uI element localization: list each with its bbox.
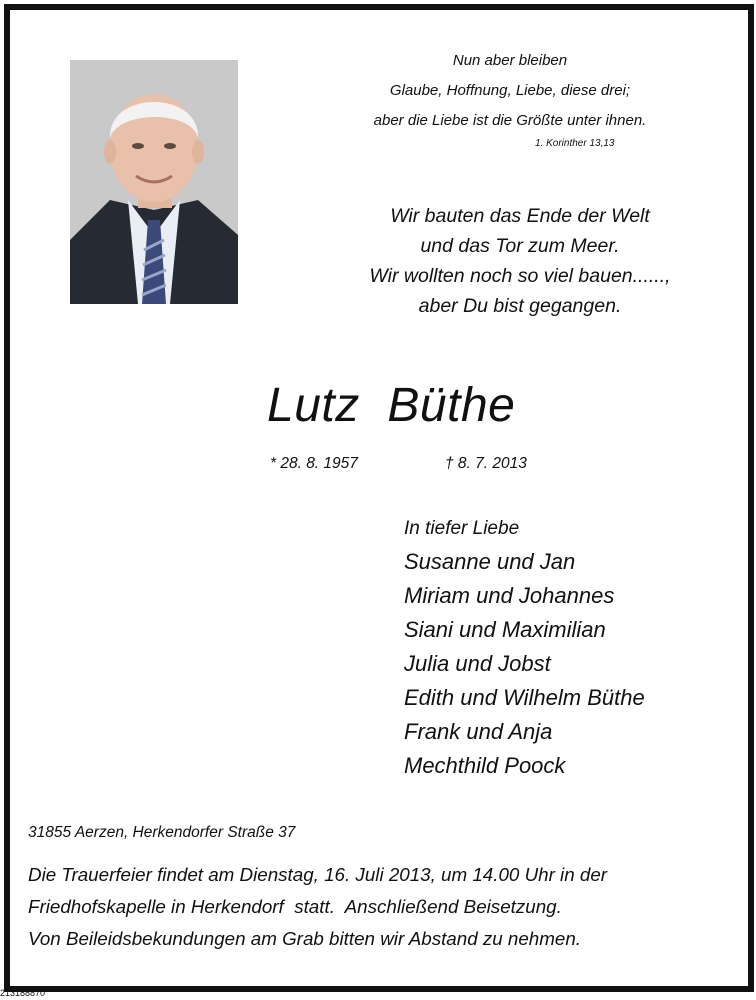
poem-line-4: aber Du bist gegangen.	[418, 295, 622, 317]
ad-code: 213188870	[0, 988, 46, 998]
funeral-notice-line-2: Friedhofskapelle in Herkendorf statt. Anschließend Beisetzung.	[28, 896, 562, 917]
birth-date: * 28. 8. 1957	[270, 455, 358, 472]
portrait-illustration	[70, 60, 238, 304]
mourners-intro: In tiefer Liebe	[404, 518, 520, 539]
poem-line-1: Wir bauten das Ende der Welt	[390, 205, 650, 227]
mourner-name: Julia und Jobst	[404, 651, 551, 676]
verse-line-2: Glaube, Hoffnung, Liebe, diese drei;	[389, 82, 631, 99]
death-date: † 8. 7. 2013	[445, 455, 527, 472]
funeral-notice-line-3: Von Beileidsbekundungen am Grab bitten wir Abstand zu nehmen.	[28, 928, 582, 949]
mourner-name: Edith und Wilhelm Büthe	[404, 685, 645, 710]
mourner-name: Susanne und Jan	[404, 549, 576, 574]
deceased-name: Lutz Büthe	[267, 379, 516, 432]
portrait-photo	[70, 60, 238, 304]
funeral-notice-line-1: Die Trauerfeier findet am Dienstag, 16. Juli 2013, um 14.00 Uhr in der	[28, 864, 608, 885]
mourner-name: Mechthild Poock	[404, 753, 566, 778]
verse-line-1: Nun aber bleiben	[452, 52, 568, 69]
poem-line-3: Wir wollten noch so viel bauen......,	[369, 265, 671, 287]
verse-reference: 1. Korinther 13,13	[535, 138, 615, 149]
mourner-name: Miriam und Johannes	[404, 583, 615, 608]
verse-line-3: aber die Liebe ist die Größte unter ihnen.	[373, 112, 647, 129]
mourner-name: Siani und Maximilian	[404, 617, 606, 642]
mourners-address: 31855 Aerzen, Herkendorfer Straße 37	[28, 824, 296, 841]
mourner-name: Frank und Anja	[404, 719, 553, 744]
poem-line-2: und das Tor zum Meer.	[420, 235, 620, 257]
